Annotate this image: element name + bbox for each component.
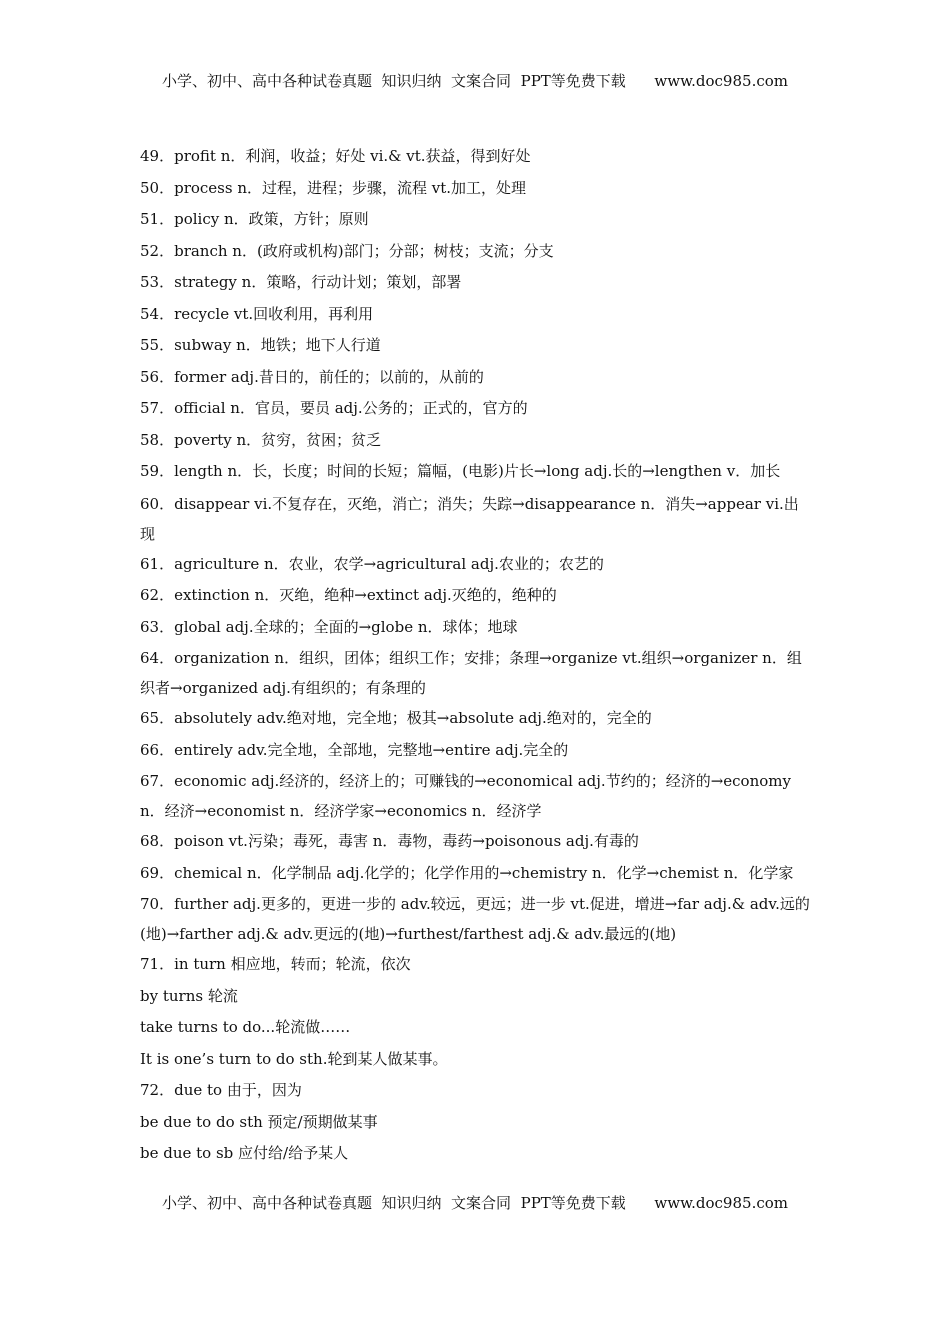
list-item: 70．further adj.更多的，更进一步的 adv.较远，更远；进一步 vt.促进，增进→far adj.& adv.远的(地)→farther adj.& adv.更远的(地)→furthest/farthest adj.& adv.最远的(地)	[140, 895, 810, 943]
list-item: 51．policy n．政策，方针；原则	[140, 210, 369, 228]
list-item: 67．economic adj.经济的，经济上的；可赚钱的→economical adj.节约的；经济的→economy n．经济→economist n．经济学家→economics n．经济学	[140, 772, 791, 820]
list-item: take turns to do...轮流做……	[140, 1018, 351, 1036]
list-item: 53．strategy n．策略，行动计划；策划，部署	[140, 273, 462, 291]
list-item: 57．official n．官员，要员 adj.公务的；正式的，官方的	[140, 399, 528, 417]
list-item: 64．organization n．组织，团体；组织工作；安排；条理→organize vt.组织→organizer n．组织者→organized adj.有组织的；有条理的	[140, 649, 802, 697]
list-item: 62．extinction n．灭绝，绝种→extinct adj.灭绝的，绝种的	[140, 586, 557, 604]
list-item: 71．in turn 相应地，转而；轮流，依次	[140, 955, 411, 973]
list-item: 55．subway n．地铁；地下人行道	[140, 336, 381, 354]
list-item: 66．entirely adv.完全地，全部地，完整地→entire adj.完全的	[140, 740, 569, 759]
list-item: 65．absolutely adv.绝对地，完全地；极其→absolute adj.绝对的，完全的	[140, 709, 652, 727]
page-header: 小学、初中、高中各种试卷真题 知识归纳 文案合同 PPT等免费下载 www.doc985.com	[161, 72, 788, 90]
list-item: by turns 轮流	[140, 986, 238, 1005]
list-item: 68．poison vt.污染；毒死，毒害 n．毒物，毒药→poisonous adj.有毒的	[140, 832, 639, 850]
list-item: 52．branch n．(政府或机构)部门；分部；树枝；支流；分支	[140, 241, 554, 260]
list-item: be due to sb 应付给/给予某人	[140, 1144, 349, 1162]
list-item: be due to do sth 预定/预期做某事	[140, 1112, 378, 1131]
list-item: 60．disappear vi.不复存在，灭绝，消亡；消失；失踪→disappearance n．消失→appear vi.出现	[140, 494, 799, 543]
list-item: 69．chemical n．化学制品 adj.化学的；化学作用的→chemistry n．化学→chemist n．化学家	[140, 863, 794, 882]
list-item: 59．length n．长，长度；时间的长短；篇幅，(电影)片长→long adj.长的→lengthen v．加长	[140, 462, 781, 480]
list-item: 56．former adj.昔日的，前任的；以前的，从前的	[140, 367, 484, 386]
list-item: 54．recycle vt.回收利用，再利用	[140, 304, 374, 323]
list-item: 72．due to 由于，因为	[140, 1081, 302, 1099]
list-item: 58．poverty n．贫穷，贫困；贫乏	[140, 430, 382, 449]
list-item: 63．global adj.全球的；全面的→globe n．球体；地球	[140, 617, 518, 636]
vocabulary-list	[140, 141, 812, 1170]
page-footer: 小学、初中、高中各种试卷真题 知识归纳 文案合同 PPT等免费下载 www.doc985.com	[161, 1194, 788, 1212]
list-item: 49．profit n．利润，收益；好处 vi.& vt.获益，得到好处	[140, 147, 531, 165]
list-item: It is one’s turn to do sth.轮到某人做某事。	[140, 1049, 448, 1068]
list-item: 50．process n．过程，进程；步骤，流程 vt.加工，处理	[140, 178, 527, 197]
list-item: 61．agriculture n．农业，农学→agricultural adj.农业的；农艺的	[140, 554, 604, 573]
